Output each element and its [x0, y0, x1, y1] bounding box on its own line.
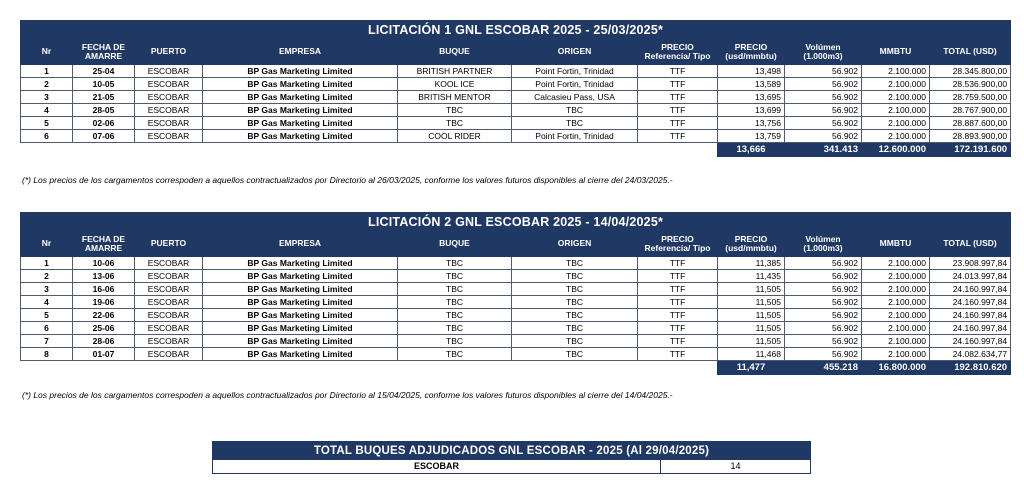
- cell-volumen: 56.902: [785, 335, 862, 348]
- cell-precio: 13,759: [718, 130, 785, 143]
- cell-nr: 4: [21, 296, 73, 309]
- cell-volumen: 56.902: [785, 117, 862, 130]
- cell-nr: 3: [21, 283, 73, 296]
- cell-precio-ref: TTF: [638, 104, 718, 117]
- cell-buque: BRITISH MENTOR: [398, 91, 512, 104]
- total-price: 13,666: [718, 143, 785, 157]
- cell-mmbtu: 2.100.000: [862, 257, 930, 270]
- cell-origen: TBC: [512, 335, 638, 348]
- cell-precio: 11,505: [718, 322, 785, 335]
- cell-precio: 11,435: [718, 270, 785, 283]
- tender-2-table: [20, 212, 1011, 375]
- cell-empresa: BP Gas Marketing Limited: [203, 91, 398, 104]
- cell-origen: Calcasieu Pass, USA: [512, 91, 638, 104]
- cell-total: 24.160.997,84: [930, 296, 1011, 309]
- cell-empresa: BP Gas Marketing Limited: [203, 348, 398, 361]
- col-header-empresa: EMPRESA: [203, 232, 398, 257]
- col-header-fecha: FECHA DE AMARRE: [73, 232, 135, 257]
- cell-origen: TBC: [512, 296, 638, 309]
- cell-precio-ref: TTF: [638, 270, 718, 283]
- cell-mmbtu: 2.100.000: [862, 78, 930, 91]
- tender-2-header-row: [21, 232, 1011, 257]
- col-header-volumen: Volúmen (1.000m3): [785, 40, 862, 65]
- table-row: [21, 78, 1011, 91]
- table-row: [21, 91, 1011, 104]
- cell-buque: TBC: [398, 335, 512, 348]
- cell-nr: 2: [21, 270, 73, 283]
- cell-volumen: 56.902: [785, 78, 862, 91]
- summary-title: TOTAL BUQUES ADJUDICADOS GNL ESCOBAR - 2025 (Al 29/04/2025): [213, 442, 811, 460]
- tender-2-title: LICITACIÓN 2 GNL ESCOBAR 2025 - 14/04/2025*: [21, 213, 1011, 232]
- cell-fecha: 25-04: [73, 65, 135, 78]
- cell-nr: 6: [21, 130, 73, 143]
- cell-puerto: ESCOBAR: [135, 309, 203, 322]
- cell-empresa: BP Gas Marketing Limited: [203, 322, 398, 335]
- col-header-buque: BUQUE: [398, 232, 512, 257]
- tender-2-footnote: (*) Los precios de los cargamentos correspoden a aquellos contractualizados por Directorio al 15/04/2025, conforme los valores futuros disponibles al cierre del 14/04/2025.-: [22, 390, 673, 400]
- cell-nr: 5: [21, 309, 73, 322]
- cell-precio-ref: TTF: [638, 309, 718, 322]
- cell-mmbtu: 2.100.000: [862, 130, 930, 143]
- cell-precio: 13,498: [718, 65, 785, 78]
- cell-origen: Point Fortin, Trinidad: [512, 78, 638, 91]
- cell-total: 24.160.997,84: [930, 335, 1011, 348]
- col-header-total: TOTAL (USD): [930, 232, 1011, 257]
- cell-total: 28.345.800,00: [930, 65, 1011, 78]
- cell-total: 24.160.997,84: [930, 283, 1011, 296]
- cell-origen: TBC: [512, 283, 638, 296]
- totals-spacer: [21, 143, 718, 157]
- table-row: [21, 322, 1011, 335]
- tender-1-totals-row: [21, 143, 1011, 157]
- col-header-precio: PRECIO (usd/mmbtu): [718, 40, 785, 65]
- total-volume: 341.413: [785, 143, 862, 157]
- cell-buque: TBC: [398, 283, 512, 296]
- cell-origen: TBC: [512, 322, 638, 335]
- col-header-origen: ORIGEN: [512, 40, 638, 65]
- cell-origen: TBC: [512, 348, 638, 361]
- cell-empresa: BP Gas Marketing Limited: [203, 104, 398, 117]
- cell-nr: 7: [21, 335, 73, 348]
- cell-total: 24.160.997,84: [930, 309, 1011, 322]
- cell-puerto: ESCOBAR: [135, 322, 203, 335]
- cell-puerto: ESCOBAR: [135, 130, 203, 143]
- cell-empresa: BP Gas Marketing Limited: [203, 257, 398, 270]
- cell-origen: Point Fortin, Trinidad: [512, 65, 638, 78]
- cell-puerto: ESCOBAR: [135, 335, 203, 348]
- table-row: [21, 117, 1011, 130]
- tender-2-totals-row: [21, 361, 1011, 375]
- cell-precio: 13,589: [718, 78, 785, 91]
- col-header-precio: PRECIO (usd/mmbtu): [718, 232, 785, 257]
- cell-precio: 11,505: [718, 296, 785, 309]
- totals-spacer: [21, 361, 718, 375]
- cell-total: 24.013.997,84: [930, 270, 1011, 283]
- cell-volumen: 56.902: [785, 257, 862, 270]
- total-usd: 172.191.600: [930, 143, 1011, 157]
- cell-volumen: 56.902: [785, 270, 862, 283]
- cell-precio-ref: TTF: [638, 130, 718, 143]
- cell-buque: TBC: [398, 117, 512, 130]
- cell-buque: TBC: [398, 348, 512, 361]
- cell-precio: 13,695: [718, 91, 785, 104]
- table-row: [21, 309, 1011, 322]
- cell-volumen: 56.902: [785, 65, 862, 78]
- col-header-empresa: EMPRESA: [203, 40, 398, 65]
- cell-buque: KOOL ICE: [398, 78, 512, 91]
- cell-precio-ref: TTF: [638, 296, 718, 309]
- cell-total: 28.536.900,00: [930, 78, 1011, 91]
- table-row: [21, 348, 1011, 361]
- cell-mmbtu: 2.100.000: [862, 270, 930, 283]
- cell-buque: TBC: [398, 104, 512, 117]
- cell-mmbtu: 2.100.000: [862, 91, 930, 104]
- cell-fecha: 16-06: [73, 283, 135, 296]
- cell-puerto: ESCOBAR: [135, 283, 203, 296]
- cell-fecha: 19-06: [73, 296, 135, 309]
- total-volume: 455.218: [785, 361, 862, 375]
- cell-total: 28.759.500,00: [930, 91, 1011, 104]
- cell-empresa: BP Gas Marketing Limited: [203, 335, 398, 348]
- total-mmbtu: 16.800.000: [862, 361, 930, 375]
- cell-precio-ref: TTF: [638, 91, 718, 104]
- cell-nr: 1: [21, 65, 73, 78]
- cell-mmbtu: 2.100.000: [862, 309, 930, 322]
- table-row: [21, 270, 1011, 283]
- cell-mmbtu: 2.100.000: [862, 117, 930, 130]
- cell-fecha: 01-07: [73, 348, 135, 361]
- cell-volumen: 56.902: [785, 296, 862, 309]
- cell-mmbtu: 2.100.000: [862, 104, 930, 117]
- cell-mmbtu: 2.100.000: [862, 322, 930, 335]
- cell-fecha: 02-06: [73, 117, 135, 130]
- cell-puerto: ESCOBAR: [135, 257, 203, 270]
- tender-1-footnote: (*) Los precios de los cargamentos correspoden a aquellos contractualizados por Directorio al 26/03/2025, conforme los valores futuros disponibles al cierre del 24/03/2025.-: [22, 175, 673, 185]
- cell-precio: 11,385: [718, 257, 785, 270]
- total-usd: 192.810.620: [930, 361, 1011, 375]
- cell-buque: COOL RIDER: [398, 130, 512, 143]
- cell-nr: 6: [21, 322, 73, 335]
- col-header-nr: Nr: [21, 40, 73, 65]
- cell-buque: TBC: [398, 296, 512, 309]
- cell-buque: TBC: [398, 322, 512, 335]
- cell-empresa: BP Gas Marketing Limited: [203, 296, 398, 309]
- summary-table: [212, 441, 811, 474]
- cell-nr: 1: [21, 257, 73, 270]
- cell-total: 28.893.900,00: [930, 130, 1011, 143]
- cell-puerto: ESCOBAR: [135, 296, 203, 309]
- cell-total: 24.082.634,77: [930, 348, 1011, 361]
- cell-mmbtu: 2.100.000: [862, 65, 930, 78]
- cell-puerto: ESCOBAR: [135, 104, 203, 117]
- cell-puerto: ESCOBAR: [135, 270, 203, 283]
- table-row: [21, 104, 1011, 117]
- cell-volumen: 56.902: [785, 322, 862, 335]
- cell-precio-ref: TTF: [638, 335, 718, 348]
- tender-1-title: LICITACIÓN 1 GNL ESCOBAR 2025 - 25/03/2025*: [21, 21, 1011, 40]
- cell-origen: TBC: [512, 270, 638, 283]
- col-header-precio-ref: PRECIO Referencia/ Tipo: [638, 232, 718, 257]
- cell-mmbtu: 2.100.000: [862, 335, 930, 348]
- total-price: 11,477: [718, 361, 785, 375]
- cell-fecha: 28-05: [73, 104, 135, 117]
- cell-nr: 5: [21, 117, 73, 130]
- cell-empresa: BP Gas Marketing Limited: [203, 309, 398, 322]
- cell-mmbtu: 2.100.000: [862, 296, 930, 309]
- cell-fecha: 10-06: [73, 257, 135, 270]
- cell-origen: TBC: [512, 104, 638, 117]
- cell-empresa: BP Gas Marketing Limited: [203, 78, 398, 91]
- col-header-buque: BUQUE: [398, 40, 512, 65]
- cell-total: 28.767.900,00: [930, 104, 1011, 117]
- summary-value: 14: [661, 460, 811, 474]
- col-header-puerto: PUERTO: [135, 40, 203, 65]
- cell-fecha: 25-06: [73, 322, 135, 335]
- col-header-fecha: FECHA DE AMARRE: [73, 40, 135, 65]
- cell-volumen: 56.902: [785, 283, 862, 296]
- cell-total: 23.908.997,84: [930, 257, 1011, 270]
- cell-buque: BRITISH PARTNER: [398, 65, 512, 78]
- col-header-volumen: Volúmen (1.000m3): [785, 232, 862, 257]
- cell-precio-ref: TTF: [638, 283, 718, 296]
- table-row: [21, 257, 1011, 270]
- col-header-origen: ORIGEN: [512, 232, 638, 257]
- cell-volumen: 56.902: [785, 309, 862, 322]
- cell-precio: 11,505: [718, 335, 785, 348]
- summary-row: [213, 460, 811, 474]
- cell-precio: 11,505: [718, 309, 785, 322]
- cell-nr: 4: [21, 104, 73, 117]
- table-row: [21, 296, 1011, 309]
- table-row: [21, 335, 1011, 348]
- cell-empresa: BP Gas Marketing Limited: [203, 130, 398, 143]
- col-header-mmbtu: MMBTU: [862, 40, 930, 65]
- cell-puerto: ESCOBAR: [135, 117, 203, 130]
- cell-volumen: 56.902: [785, 348, 862, 361]
- col-header-puerto: PUERTO: [135, 232, 203, 257]
- cell-nr: 2: [21, 78, 73, 91]
- cell-precio: 13,699: [718, 104, 785, 117]
- cell-puerto: ESCOBAR: [135, 91, 203, 104]
- cell-buque: TBC: [398, 309, 512, 322]
- cell-precio: 11,505: [718, 283, 785, 296]
- cell-nr: 8: [21, 348, 73, 361]
- cell-origen: TBC: [512, 117, 638, 130]
- cell-precio-ref: TTF: [638, 117, 718, 130]
- cell-puerto: ESCOBAR: [135, 65, 203, 78]
- cell-puerto: ESCOBAR: [135, 78, 203, 91]
- cell-precio-ref: TTF: [638, 348, 718, 361]
- cell-total: 28.887.600,00: [930, 117, 1011, 130]
- cell-empresa: BP Gas Marketing Limited: [203, 283, 398, 296]
- col-header-precio-ref: PRECIO Referencia/ Tipo: [638, 40, 718, 65]
- table-row: [21, 65, 1011, 78]
- cell-empresa: BP Gas Marketing Limited: [203, 117, 398, 130]
- cell-precio: 11,468: [718, 348, 785, 361]
- cell-precio: 13,756: [718, 117, 785, 130]
- cell-total: 24.160.997,84: [930, 322, 1011, 335]
- table-row: [21, 130, 1011, 143]
- cell-origen: TBC: [512, 309, 638, 322]
- col-header-total: TOTAL (USD): [930, 40, 1011, 65]
- col-header-mmbtu: MMBTU: [862, 232, 930, 257]
- table-row: [21, 283, 1011, 296]
- cell-nr: 3: [21, 91, 73, 104]
- cell-empresa: BP Gas Marketing Limited: [203, 270, 398, 283]
- cell-origen: TBC: [512, 257, 638, 270]
- cell-fecha: 13-06: [73, 270, 135, 283]
- summary-label: ESCOBAR: [213, 460, 661, 474]
- cell-fecha: 10-05: [73, 78, 135, 91]
- cell-fecha: 21-05: [73, 91, 135, 104]
- cell-precio-ref: TTF: [638, 65, 718, 78]
- cell-precio-ref: TTF: [638, 78, 718, 91]
- cell-fecha: 22-06: [73, 309, 135, 322]
- total-mmbtu: 12.600.000: [862, 143, 930, 157]
- cell-empresa: BP Gas Marketing Limited: [203, 65, 398, 78]
- col-header-nr: Nr: [21, 232, 73, 257]
- cell-fecha: 28-06: [73, 335, 135, 348]
- cell-origen: Point Fortin, Trinidad: [512, 130, 638, 143]
- cell-precio-ref: TTF: [638, 322, 718, 335]
- cell-buque: TBC: [398, 257, 512, 270]
- cell-buque: TBC: [398, 270, 512, 283]
- cell-mmbtu: 2.100.000: [862, 348, 930, 361]
- cell-volumen: 56.902: [785, 130, 862, 143]
- cell-puerto: ESCOBAR: [135, 348, 203, 361]
- tender-1-header-row: [21, 40, 1011, 65]
- cell-fecha: 07-06: [73, 130, 135, 143]
- cell-mmbtu: 2.100.000: [862, 283, 930, 296]
- cell-precio-ref: TTF: [638, 257, 718, 270]
- cell-volumen: 56.902: [785, 91, 862, 104]
- tender-1-table: [20, 20, 1011, 157]
- cell-volumen: 56.902: [785, 104, 862, 117]
